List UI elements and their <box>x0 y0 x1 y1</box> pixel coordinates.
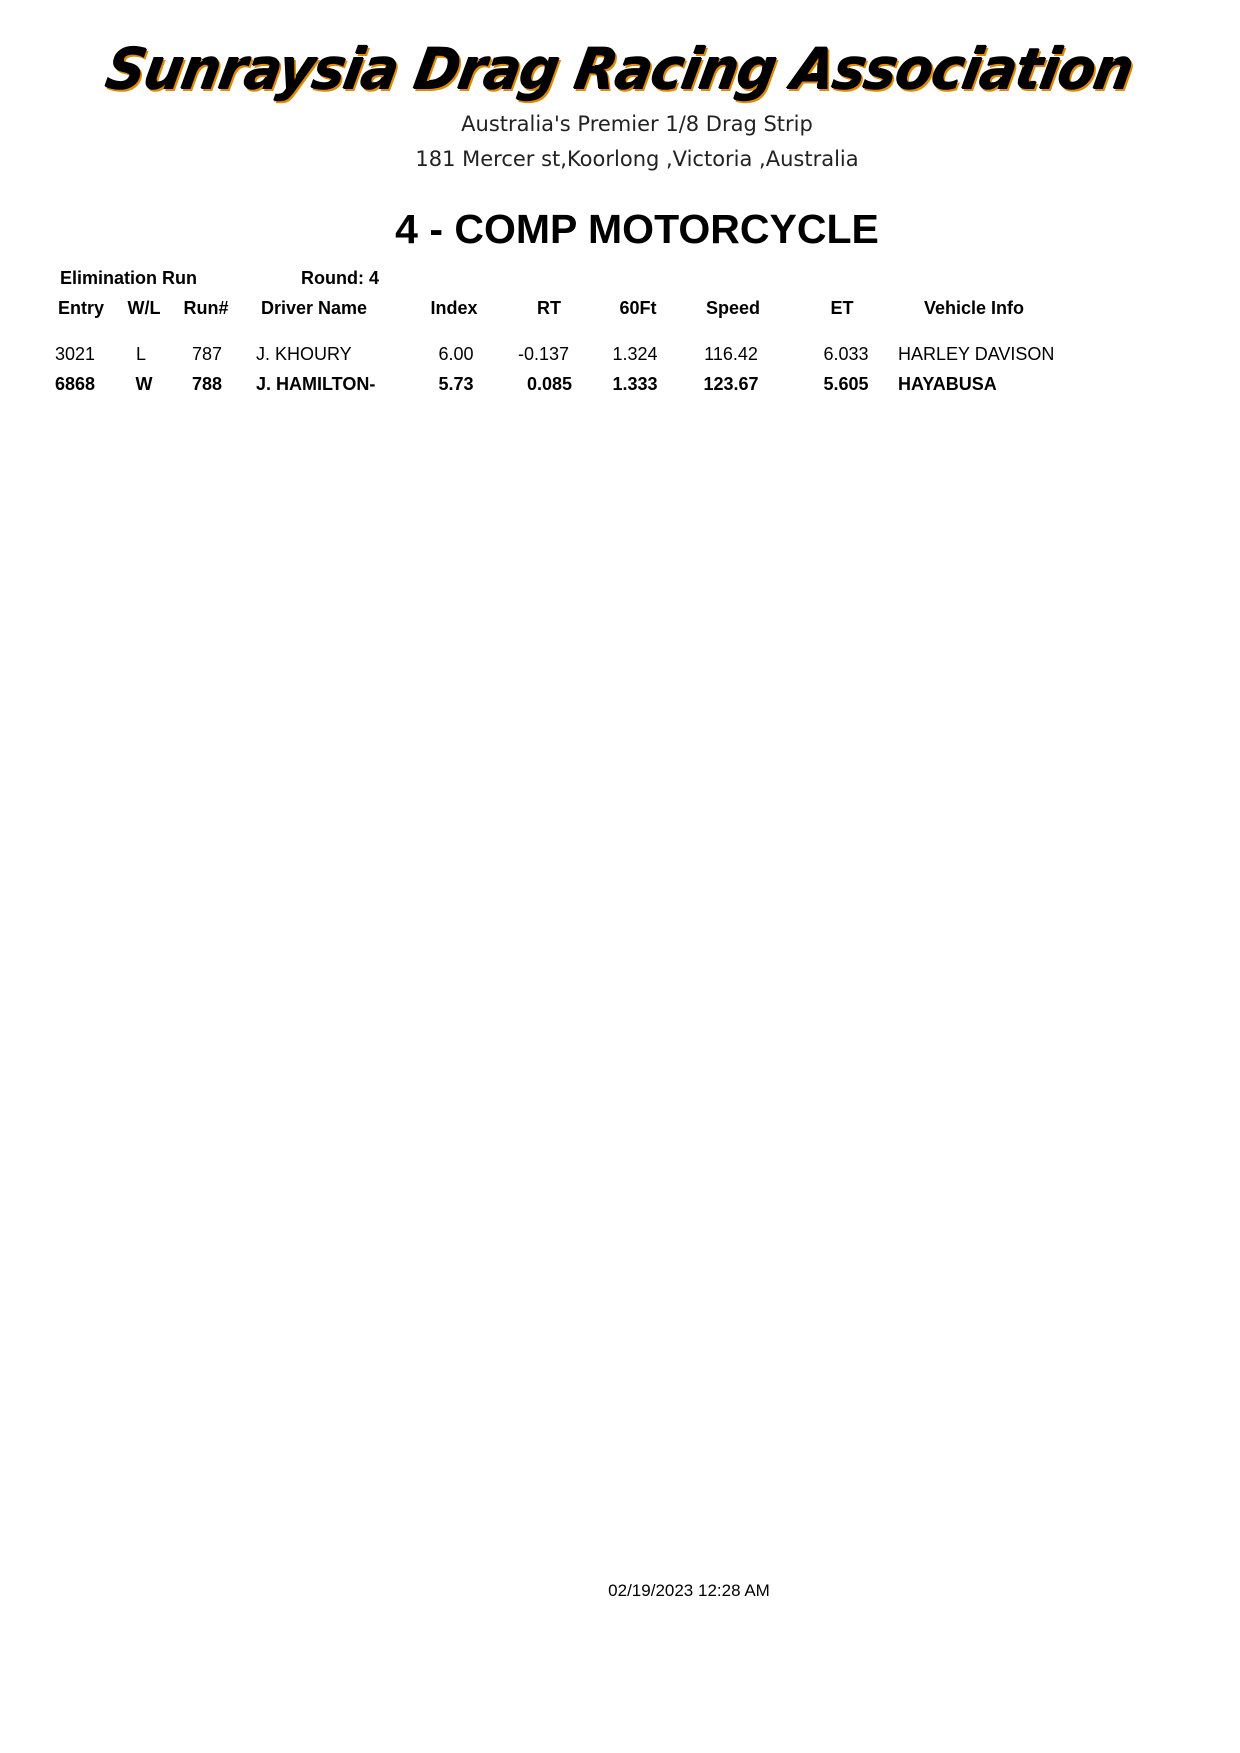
cell-entry: 6868 <box>55 374 96 394</box>
cell-rt: -0.137 <box>517 344 569 364</box>
print-datetime: 02/19/2023 12:28 AM <box>608 1581 770 1600</box>
cell-et: 5.605 <box>823 374 869 394</box>
column-header-et: ET <box>830 298 854 318</box>
column-header-index: Index <box>430 298 478 318</box>
column-header-entry: Entry <box>58 298 105 318</box>
cell-index: 6.00 <box>438 344 474 364</box>
cell-vehicle: HARLEY DAVISON <box>898 344 1055 364</box>
cell-run: 787 <box>191 344 223 364</box>
cell-rt: 0.085 <box>526 374 572 394</box>
logo: Sunraysia Drag Racing Association <box>101 36 1139 103</box>
cell-speed: 123.67 <box>703 374 759 394</box>
cell-driver: J. KHOURY <box>256 344 352 364</box>
address: 181 Mercer st,Koorlong ,Victoria ,Australia <box>415 147 859 171</box>
class-title: 4 - COMP MOTORCYCLE <box>395 206 879 252</box>
round-label: Round: 4 <box>301 268 379 288</box>
column-header-wl: W/L <box>127 298 161 318</box>
cell-speed: 116.42 <box>704 344 758 364</box>
cell-wl: L <box>135 344 147 364</box>
column-header-driver: Driver Name <box>261 298 368 318</box>
cell-run: 788 <box>191 374 223 394</box>
cell-et: 6.033 <box>823 344 869 364</box>
cell-60ft: 1.324 <box>612 344 658 364</box>
column-header-vehicle: Vehicle Info <box>923 298 1025 318</box>
column-header-60ft: 60Ft <box>619 298 657 318</box>
tagline: Australia's Premier 1/8 Drag Strip <box>461 112 813 136</box>
cell-driver: J. HAMILTON- <box>256 374 376 394</box>
cell-vehicle: HAYABUSA <box>898 374 997 394</box>
cell-entry: 3021 <box>55 344 96 364</box>
cell-60ft: 1.333 <box>612 374 658 394</box>
cell-index: 5.73 <box>438 374 474 394</box>
column-header-rt: RT <box>537 298 561 318</box>
cell-wl: W <box>135 374 153 394</box>
column-header-run: Run# <box>183 298 229 318</box>
run-type: Elimination Run <box>60 268 197 288</box>
column-header-speed: Speed <box>705 298 761 318</box>
